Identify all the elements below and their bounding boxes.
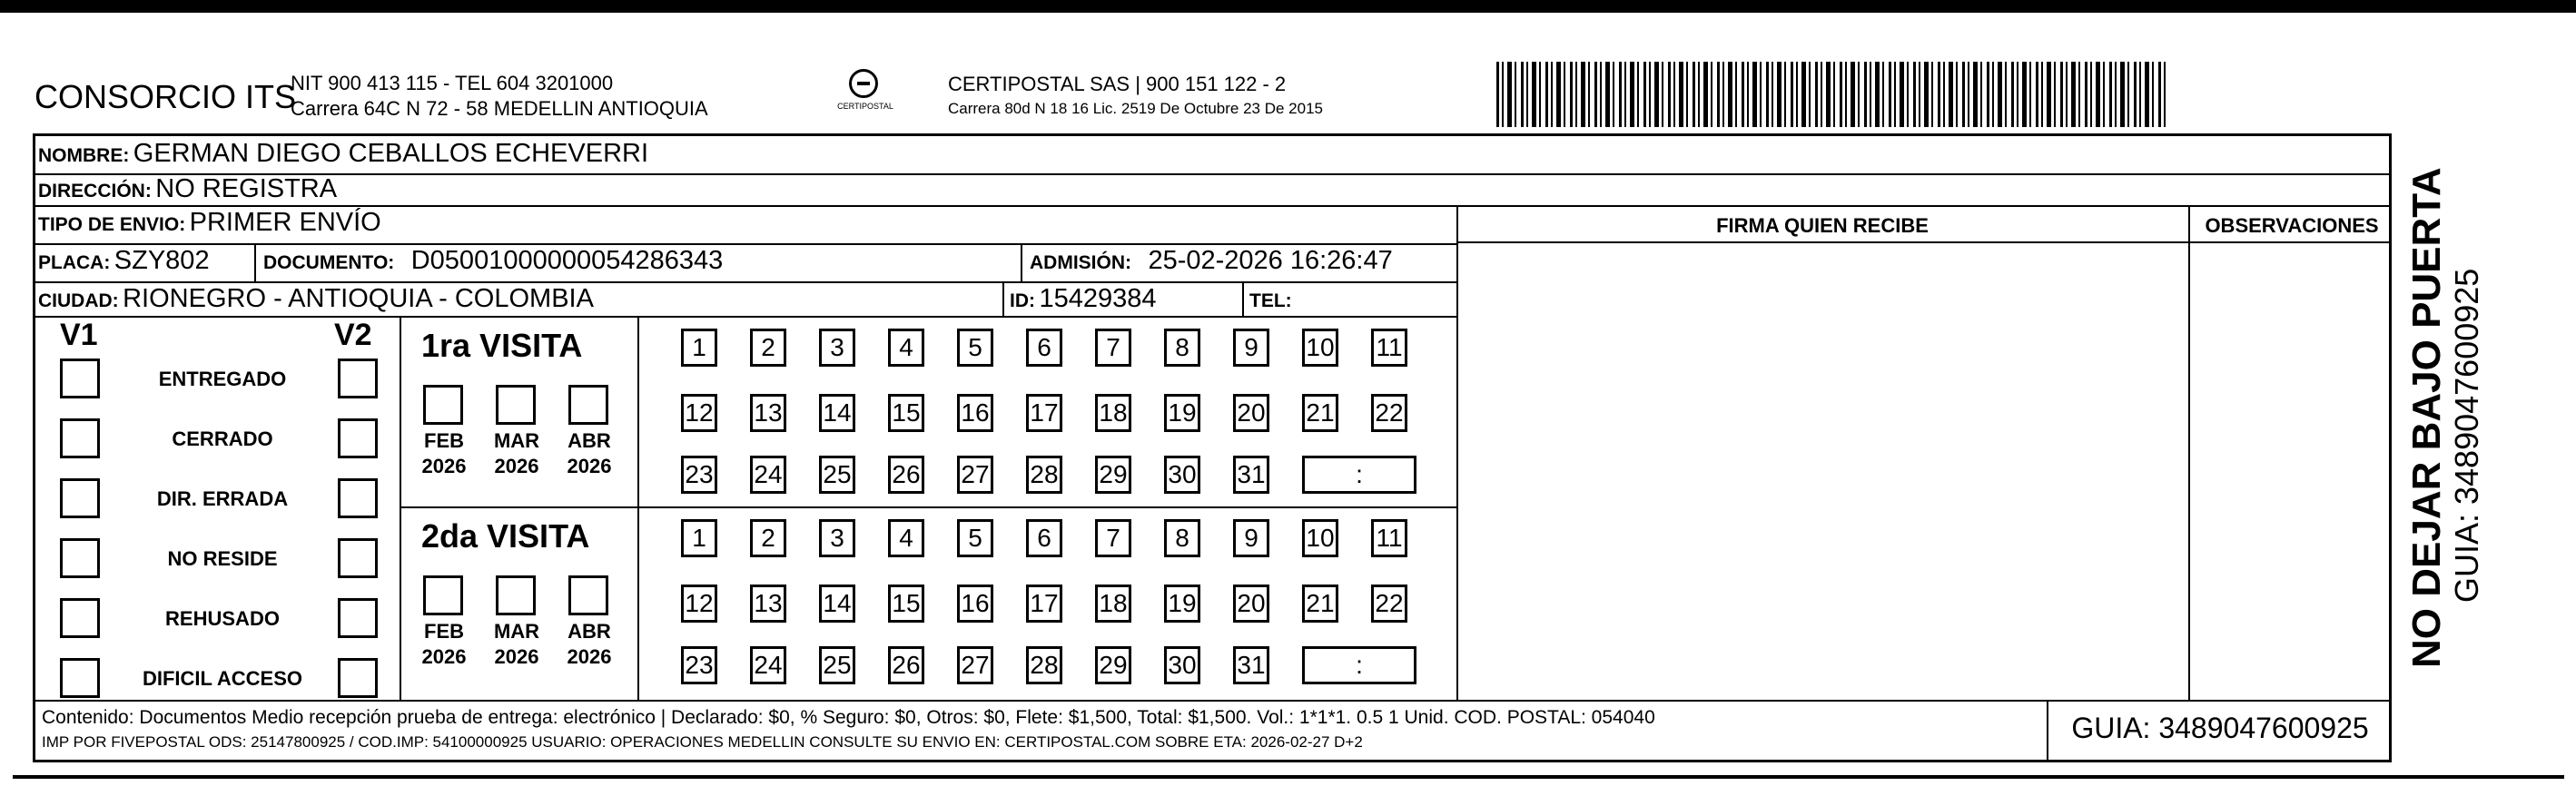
- v1-header: V1: [60, 318, 98, 352]
- v1-checkbox[interactable]: [60, 598, 100, 638]
- day-box[interactable]: 3: [819, 329, 855, 367]
- company-info: [291, 71, 708, 122]
- v1-checkbox[interactable]: [60, 359, 100, 398]
- tel-field: [1249, 284, 1292, 314]
- v2-header: V2: [334, 318, 372, 352]
- nombre-value: GERMAN DIEGO CEBALLOS ECHEVERRI: [133, 139, 649, 168]
- state-label: DIR. ERRADA: [156, 487, 289, 510]
- day-box[interactable]: 24: [750, 646, 786, 684]
- month-checkbox[interactable]: [568, 385, 608, 425]
- tel-label: TEL:: [1249, 290, 1292, 311]
- nombre-row: [38, 139, 648, 169]
- guia-footer: GUIA: 3489047600925: [2071, 712, 2369, 744]
- day-box[interactable]: 27: [957, 456, 993, 494]
- admision-value: 25-02-2026 16:26:47: [1148, 246, 1393, 275]
- placa-value: SZY802: [114, 246, 210, 275]
- observaciones-header: OBSERVACIONES: [2205, 214, 2379, 237]
- year-label: 2026: [421, 455, 467, 477]
- nombre-label: NOMBRE:: [38, 145, 130, 166]
- bottom-edge-line: [13, 775, 2564, 779]
- time-box[interactable]: :: [1302, 456, 1416, 494]
- day-box[interactable]: 14: [819, 585, 855, 623]
- year-label: 2026: [567, 455, 612, 477]
- divider: [33, 205, 2392, 207]
- divider: [400, 506, 1456, 508]
- day-box[interactable]: 24: [750, 456, 786, 494]
- month-checkbox[interactable]: [496, 575, 536, 615]
- day-box[interactable]: 25: [819, 456, 855, 494]
- firma-header: FIRMA QUIEN RECIBE: [1716, 214, 1929, 237]
- month-label: FEB: [424, 620, 464, 643]
- carrier-address-line: Carrera 80d N 18 16 Lic. 2519 De Octubre 23 De 2015: [948, 100, 1323, 117]
- no-dejar-bajo-puerta: NO DEJAR BAJO PUERTA: [2404, 167, 2449, 668]
- signature-area[interactable]: [1460, 245, 2186, 698]
- year-label: 2026: [494, 455, 539, 477]
- company-nit-line: NIT 900 413 115 - TEL 604 3201000: [291, 72, 614, 94]
- direccion-row: [38, 174, 337, 204]
- tipo-envio-value: PRIMER ENVÍO: [189, 208, 381, 237]
- state-label: NO RESIDE: [167, 547, 278, 570]
- day-box[interactable]: 19: [1164, 585, 1200, 623]
- day-box[interactable]: 4: [888, 329, 924, 367]
- day-box[interactable]: 1: [681, 329, 717, 367]
- day-box[interactable]: 1: [681, 519, 717, 557]
- day-box[interactable]: 26: [888, 646, 924, 684]
- documento-value: D05001000000054286343: [410, 246, 724, 275]
- day-box[interactable]: 18: [1095, 394, 1131, 432]
- day-box[interactable]: 7: [1095, 519, 1131, 557]
- logo-text: CERTIPOSTAL: [837, 102, 893, 111]
- logo-emblem-icon: [849, 69, 878, 98]
- year-label: 2026: [567, 645, 612, 668]
- day-box[interactable]: 7: [1095, 329, 1131, 367]
- day-box[interactable]: 19: [1164, 394, 1200, 432]
- day-box[interactable]: 13: [750, 585, 786, 623]
- day-box[interactable]: 21: [1302, 394, 1338, 432]
- documento-field: [263, 246, 723, 276]
- divider: [1456, 205, 1458, 700]
- day-box[interactable]: 9: [1233, 329, 1269, 367]
- v2-checkbox[interactable]: [338, 538, 378, 578]
- day-box[interactable]: 23: [681, 456, 717, 494]
- day-box[interactable]: 22: [1371, 585, 1407, 623]
- month-checkbox[interactable]: [568, 575, 608, 615]
- admision-field: [1030, 246, 1393, 276]
- day-box[interactable]: 6: [1026, 519, 1062, 557]
- visita-title: 1ra VISITA: [421, 327, 583, 364]
- day-box[interactable]: 5: [957, 519, 993, 557]
- day-box[interactable]: 31: [1233, 646, 1269, 684]
- direccion-value: NO REGISTRA: [155, 174, 338, 203]
- ciudad-field: [38, 284, 594, 314]
- divider: [33, 173, 2392, 175]
- direccion-label: DIRECCIÓN:: [38, 181, 152, 201]
- divider: [1456, 241, 2392, 243]
- company-name: CONSORCIO ITS: [35, 78, 297, 115]
- day-box[interactable]: 13: [750, 394, 786, 432]
- day-box[interactable]: 27: [957, 646, 993, 684]
- day-box[interactable]: 15: [888, 585, 924, 623]
- barcode: [1496, 62, 2168, 127]
- side-guia: GUIA: 3489047600925: [2448, 268, 2485, 603]
- time-box[interactable]: :: [1302, 646, 1416, 684]
- tipo-envio-label: TIPO DE ENVIO:: [38, 214, 186, 235]
- month-label: MAR: [493, 620, 540, 643]
- admision-label: ADMISIÓN:: [1030, 252, 1131, 273]
- state-label: ENTREGADO: [158, 368, 287, 390]
- visita-title: 2da VISITA: [421, 517, 590, 555]
- top-edge-bar: [0, 0, 2576, 13]
- day-box[interactable]: 30: [1164, 646, 1200, 684]
- v1-checkbox[interactable]: [60, 538, 100, 578]
- company-address-line: Carrera 64C N 72 - 58 MEDELLIN ANTIOQUIA: [291, 97, 708, 120]
- day-box[interactable]: 21: [1302, 585, 1338, 623]
- day-box[interactable]: 26: [888, 456, 924, 494]
- day-box[interactable]: 6: [1026, 329, 1062, 367]
- month-checkbox[interactable]: [423, 575, 463, 615]
- id-field: [1010, 284, 1156, 314]
- day-box[interactable]: 18: [1095, 585, 1131, 623]
- divider: [2188, 205, 2190, 700]
- day-box[interactable]: 29: [1095, 646, 1131, 684]
- day-box[interactable]: 30: [1164, 456, 1200, 494]
- state-label: DIFICIL ACCESO: [142, 667, 302, 690]
- day-box[interactable]: 22: [1371, 394, 1407, 432]
- day-box[interactable]: 28: [1026, 456, 1062, 494]
- day-box[interactable]: 17: [1026, 394, 1062, 432]
- imp-info: IMP POR FIVEPOSTAL ODS: 25147800925 / COD.IMP: 54100000925 USUARIO: OPERACIONES MEDELLIN CONSULTE SU ENVIO EN: CERTIPOSTAL.COM SOBRE ETA: 2026-02-27 D+2: [42, 733, 1363, 751]
- state-label: CERRADO: [172, 427, 273, 450]
- day-box[interactable]: 5: [957, 329, 993, 367]
- day-box[interactable]: 31: [1233, 456, 1269, 494]
- year-label: 2026: [494, 645, 539, 668]
- v2-checkbox[interactable]: [338, 478, 378, 518]
- day-box[interactable]: 9: [1233, 519, 1269, 557]
- day-box[interactable]: 3: [819, 519, 855, 557]
- day-box[interactable]: 10: [1302, 329, 1338, 367]
- divider: [1002, 281, 1004, 316]
- v1-checkbox[interactable]: [60, 658, 100, 698]
- v2-checkbox[interactable]: [338, 598, 378, 638]
- month-checkbox[interactable]: [496, 385, 536, 425]
- month-label: FEB: [424, 429, 464, 452]
- day-box[interactable]: 10: [1302, 519, 1338, 557]
- day-box[interactable]: 12: [681, 585, 717, 623]
- day-box[interactable]: 8: [1164, 519, 1200, 557]
- day-box[interactable]: 2: [750, 329, 786, 367]
- content-description: Contenido: Documentos Medio recepción prueba de entrega: electrónico | Declarado: $0, % Seguro: $0, Otros: $0, Flete: $1,500, Total: $1,500. Vol.: 1*1*1. 0.5 1 Unid. COD. POSTAL: 054040: [42, 707, 1655, 728]
- day-box[interactable]: 11: [1371, 329, 1407, 367]
- month-label: ABR: [568, 429, 611, 452]
- day-box[interactable]: 16: [957, 394, 993, 432]
- day-box[interactable]: 23: [681, 646, 717, 684]
- day-box[interactable]: 2: [750, 519, 786, 557]
- day-box[interactable]: 12: [681, 394, 717, 432]
- id-label: ID:: [1010, 290, 1035, 311]
- id-value: 15429384: [1039, 284, 1157, 313]
- documento-label: DOCUMENTO:: [263, 252, 395, 273]
- certipostal-logo: [834, 69, 897, 123]
- month-label: MAR: [493, 429, 540, 452]
- state-label: REHUSADO: [165, 607, 280, 630]
- day-box[interactable]: 4: [888, 519, 924, 557]
- month-label: ABR: [568, 620, 611, 643]
- divider: [1242, 281, 1244, 316]
- day-box[interactable]: 11: [1371, 519, 1407, 557]
- month-checkbox[interactable]: [423, 385, 463, 425]
- v2-checkbox[interactable]: [338, 359, 378, 398]
- day-box[interactable]: 16: [957, 585, 993, 623]
- year-label: 2026: [421, 645, 467, 668]
- v1-checkbox[interactable]: [60, 478, 100, 518]
- v2-checkbox[interactable]: [338, 418, 378, 458]
- day-box[interactable]: 28: [1026, 646, 1062, 684]
- v2-checkbox[interactable]: [338, 658, 378, 698]
- day-box[interactable]: 29: [1095, 456, 1131, 494]
- carrier-name-line: CERTIPOSTAL SAS | 900 151 122 - 2: [948, 73, 1287, 95]
- observaciones-area[interactable]: [2192, 245, 2390, 698]
- divider: [1021, 243, 1022, 281]
- v1-checkbox[interactable]: [60, 418, 100, 458]
- ciudad-label: CIUDAD:: [38, 290, 119, 311]
- day-box[interactable]: 25: [819, 646, 855, 684]
- divider: [33, 316, 1456, 318]
- day-box[interactable]: 8: [1164, 329, 1200, 367]
- day-box[interactable]: 14: [819, 394, 855, 432]
- divider: [254, 243, 256, 281]
- ciudad-value: RIONEGRO - ANTIOQUIA - COLOMBIA: [123, 284, 594, 313]
- day-box[interactable]: 20: [1233, 394, 1269, 432]
- placa-field: [38, 246, 210, 276]
- divider: [33, 700, 2392, 702]
- day-box[interactable]: 17: [1026, 585, 1062, 623]
- carrier-info: [948, 73, 1323, 118]
- day-box[interactable]: 20: [1233, 585, 1269, 623]
- day-box[interactable]: 15: [888, 394, 924, 432]
- placa-label: PLACA:: [38, 252, 111, 273]
- tipo-envio-row: [38, 208, 381, 238]
- divider: [33, 243, 1456, 245]
